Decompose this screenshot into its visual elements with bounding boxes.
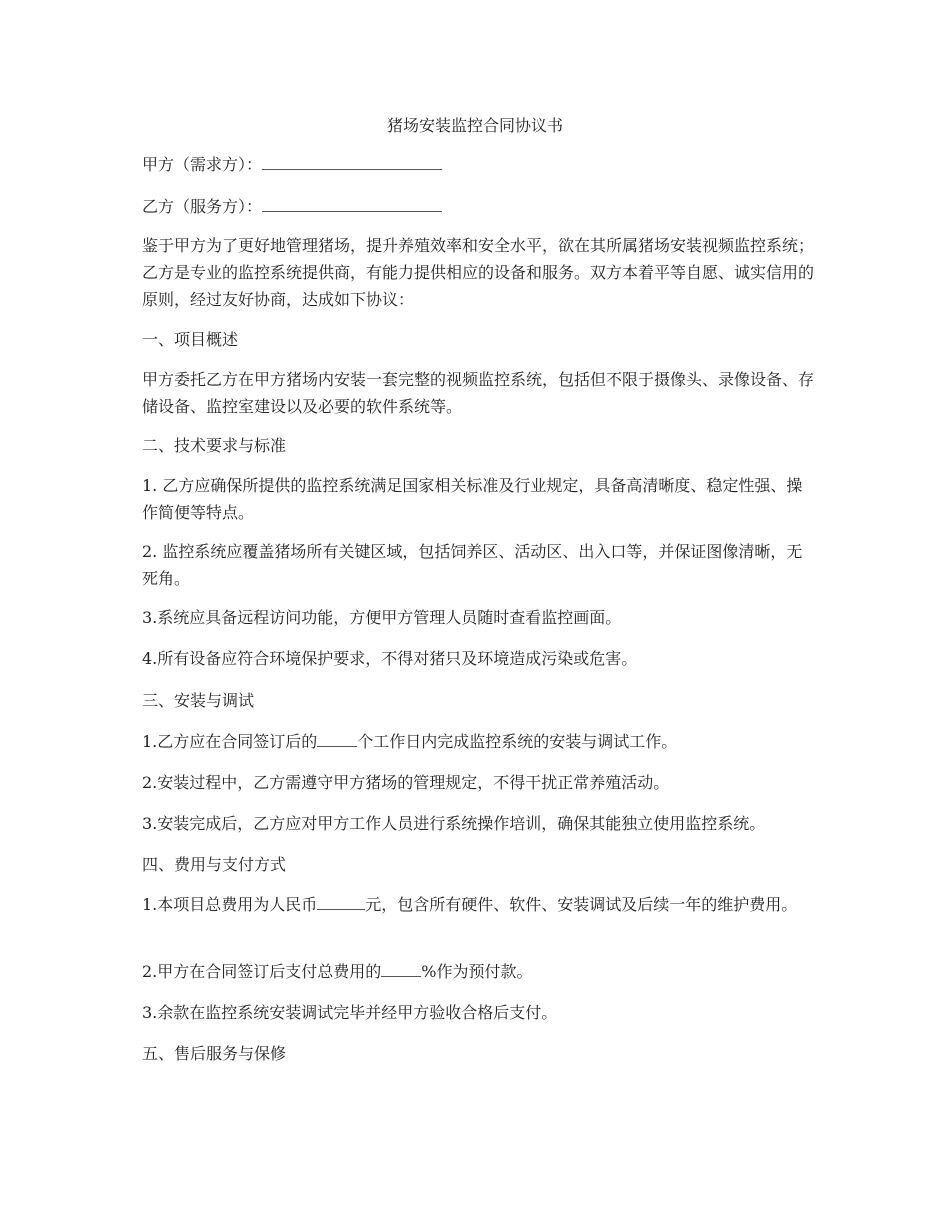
section4-item-1-post: 元，包含所有硬件、软件、安装调试及后续一年的维护费用。 [365,895,798,914]
prepayment-percent-blank [381,962,421,977]
total-cost-blank [317,895,365,910]
section1-paragraph: 甲方委托乙方在甲方猪场内安装一套完整的视频监控系统，包括但不限于摄像头、录像设备、存储设备、监控室建设以及必要的软件系统等。 [142,370,815,416]
section4-heading: 四、费用与支付方式 [142,855,287,874]
party-a-blank [262,155,442,170]
preamble-paragraph: 鉴于甲方为了更好地管理猪场，提升养殖效率和安全水平，欲在其所属猪场安装视频监控系统；乙方是专业的监控系统提供商，有能力提供相应的设备和服务。双方本着平等自愿、诚实信用的原则，经过友好协商，达成如下协议： [142,236,815,309]
section3-item-1-pre: 1.乙方应在合同签订后的 [142,732,318,751]
section4-item-2 [142,958,818,985]
section4-item-1-pre: 1.本项目总费用为人民币 [142,895,318,914]
party-b-blank [262,197,442,212]
section4-item-1 [142,891,818,918]
section2-item-3: 3.系统应具备远程访问功能，方便甲方管理人员随时查看监控画面。 [142,608,622,627]
section5-heading: 五、售后服务与保修 [142,1044,287,1063]
section3-heading: 三、安装与调试 [142,691,255,710]
section1-heading: 一、项目概述 [142,330,239,349]
section4-item-3: 3.余款在监控系统安装调试完毕并经甲方验收合格后支付。 [142,1003,558,1022]
party-b-line [142,193,818,220]
section2-heading: 二、技术要求与标准 [142,436,287,455]
section4-item-2-pre: 2.甲方在合同签订后支付总费用的 [142,962,382,981]
section3-item-3: 3.安装完成后，乙方应对甲方工作人员进行系统操作培训，确保其能独立使用监控系统。 [142,814,766,833]
section2-item-1: 1. 乙方应确保所提供的监控系统满足国家相关标准及行业规定，具备高清晰度、稳定性强、操作简便等特点。 [142,476,803,522]
party-a-line [142,151,818,178]
document-title: 猪场安装监控合同协议书 [386,116,563,135]
section4-item-2-post: %作为预付款。 [421,962,533,981]
section2-item-4: 4.所有设备应符合环境保护要求，不得对猪只及环境造成污染或危害。 [142,649,638,668]
party-a-label: 甲方（需求方）： [142,155,263,174]
party-b-label: 乙方（服务方）： [142,197,263,216]
section3-item-1 [142,728,818,755]
workday-count-blank [317,732,357,747]
section3-item-2: 2.安装过程中，乙方需遵守甲方猪场的管理规定，不得干扰正常养殖活动。 [142,773,670,792]
section2-item-2: 2. 监控系统应覆盖猪场所有关键区域，包括饲养区、活动区、出入口等，并保证图像清晰，无死角。 [142,542,803,588]
section3-item-1-post: 个工作日内完成监控系统的安装与调试工作。 [357,732,678,751]
